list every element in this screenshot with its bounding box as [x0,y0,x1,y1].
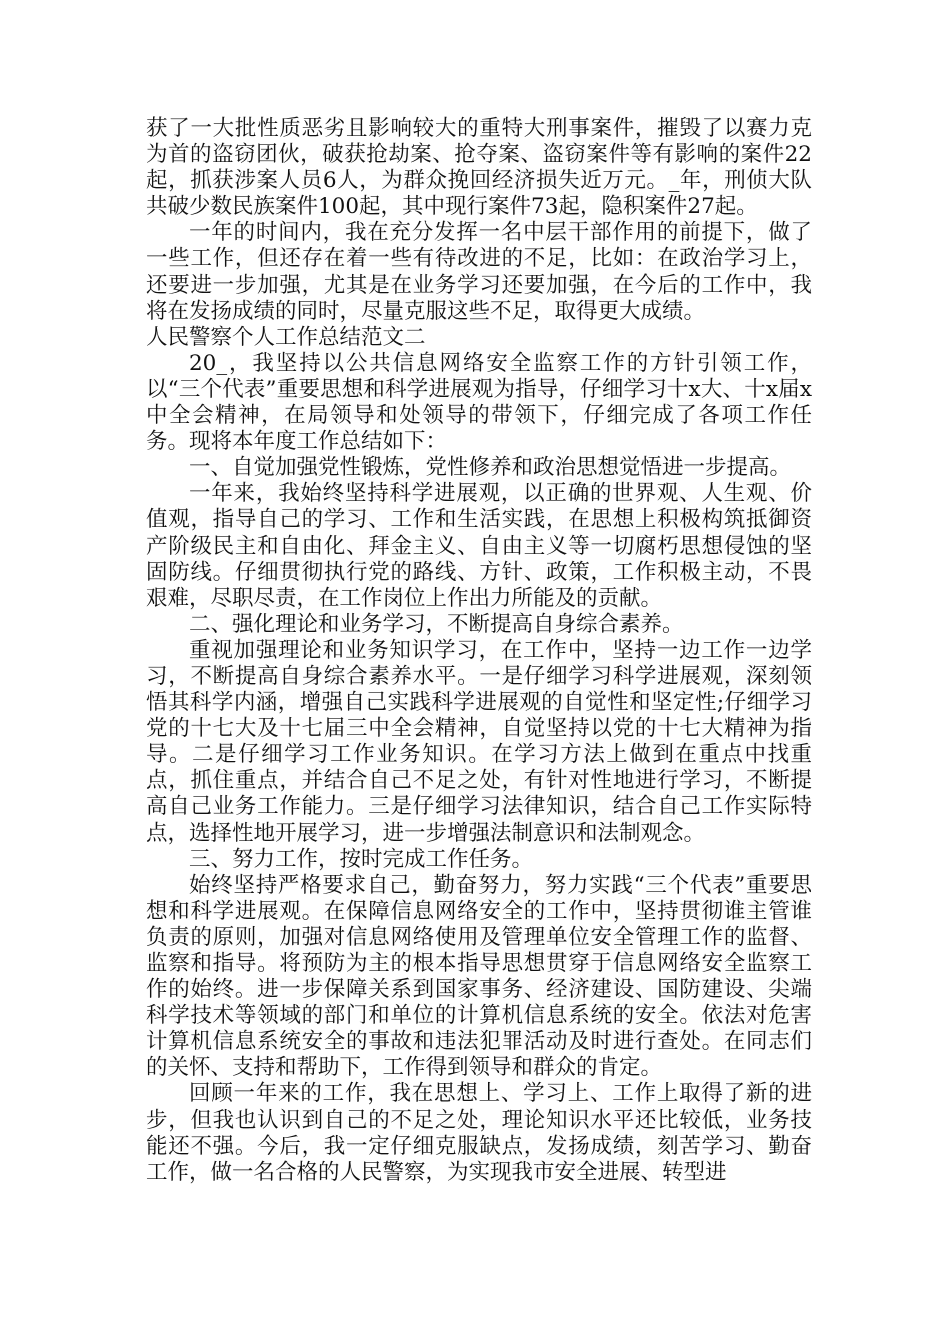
heading-point-three: 三、努力工作，按时完成工作任务。 [189,846,534,872]
section-heading-sample-two: 人民警察个人工作总结范文二 [146,324,426,350]
heading-point-one: 一、自觉加强党性锻炼，党性修养和政治思想觉悟进一步提高。 [189,455,792,481]
paragraph-point-three: 始终坚持严格要求自己，勤奋努力，努力实践“三个代表”重要思想和科学进展观。在保障信息网络安全的工作中，坚持贯彻谁主管谁负责的原则，加强对信息网络使用及管理单位安全管理工作的监督、监察和指导。将预防为主的根本指导思想贯穿于信息网络安全监察工作的始终。进一步保障关系到国家事务、经济建设、国防建设、尖端科学技术等领域的部门和单位的计算机信息系统的安全。依法对危害计算机信息系统安全的事故和违法犯罪活动及时进行查处。在同志们的关怀、支持和帮助下，工作得到领导和群众的肯定。 [146,872,812,1081]
document-page [146,116,812,1186]
paragraph-case-results: 获了一大批性质恶劣且影响较大的重特大刑事案件，摧毁了以赛力克为首的盗窃团伙，破获抢劫案、抢夺案、盗窃案件等有影响的案件22起，抓获涉案人员6人，为群众挽回经济损失近万元。_年，刑侦大队共破少数民族案件100起，其中现行案件73起，隐积案件27起。 [146,116,812,220]
paragraph-review: 回顾一年来的工作，我在思想上、学习上、工作上取得了新的进步，但我也认识到自己的不足之处，理论知识水平还比较低，业务技能还不强。今后，我一定仔细克服缺点，发扬成绩，刻苦学习、勤奋工作，做一名合格的人民警察，为实现我市安全进展、转型进 [146,1081,812,1185]
heading-point-two: 二、强化理论和业务学习，不断提高自身综合素养。 [189,611,684,637]
paragraph-point-two: 重视加强理论和业务知识学习，在工作中，坚持一边工作一边学习，不断提高自身综合素养水平。一是仔细学习科学进展观，深刻领悟其科学内涵，增强自己实践科学进展观的自觉性和坚定性;仔细学习党的十七大及十七届三中全会精神，自觉坚持以党的十七大精神为指导。二是仔细学习工作业务知识。在学习方法上做到在重点中找重点，抓住重点，并结合自己不足之处，有针对性地进行学习，不断提高自己业务工作能力。三是仔细学习法律知识，结合自己工作实际特点，选择性地开展学习，进一步增强法制意识和法制观念。 [146,637,812,846]
paragraph-self-assessment: 一年的时间内，我在充分发挥一名中层干部作用的前提下，做了一些工作，但还存在着一些有待改进的不足，比如：在政治学习上，还要进一步加强，尤其是在业务学习还要加强，在今后的工作中，我将在发扬成绩的同时，尽量克服这些不足，取得更大成绩。 [146,220,812,324]
paragraph-point-one: 一年来，我始终坚持科学进展观，以正确的世界观、人生观、价值观，指导自己的学习、工作和生活实践，在思想上积极构筑抵御资产阶级民主和自由化、拜金主义、自由主义等一切腐朽思想侵蚀的坚固防线。仔细贯彻执行党的路线、方针、政策，工作积极主动，不畏艰难，尽职尽责，在工作岗位上作出力所能及的贡献。 [146,481,812,611]
paragraph-intro: 20_，我坚持以公共信息网络安全监察工作的方针引领工作，以“三个代表”重要思想和科学进展观为指导，仔细学习十x大、十x届x中全会精神，在局领导和处领导的带领下，仔细完成了各项工作任务。现将本年度工作总结如下： [146,350,812,455]
